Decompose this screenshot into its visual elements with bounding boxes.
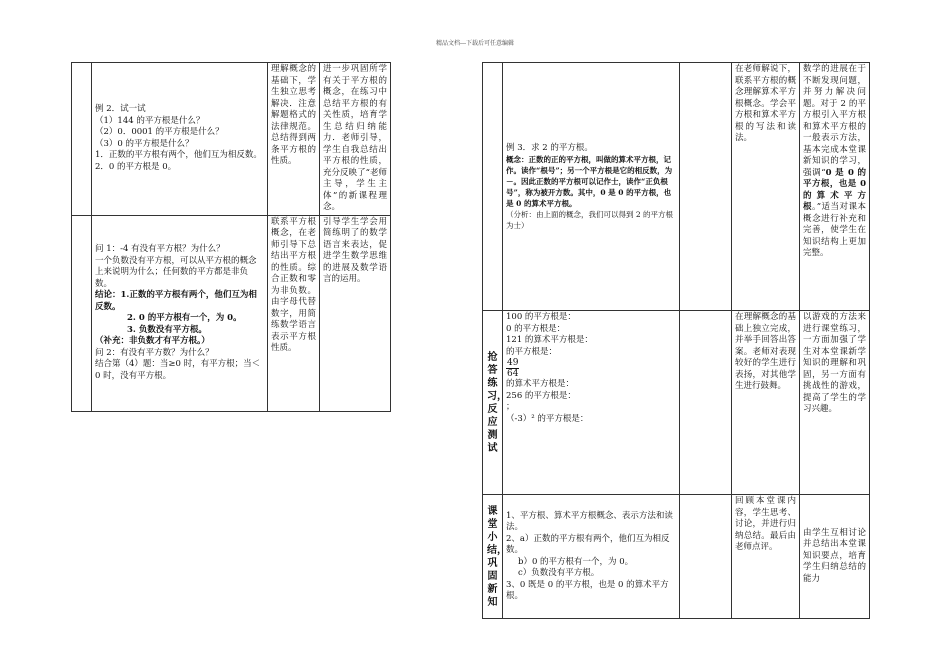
design-purpose-cell: 引导学生学会用简练明了的数学语言来表达，促进学生数学思维的进展及数学语言的运用。 [320, 215, 391, 411]
section-label-summary: 课堂小结，巩固新知 [483, 495, 503, 619]
summary-line: b）0 的平方根有一个，为 0。 [518, 556, 634, 567]
question-cell [92, 215, 268, 411]
quiz-line: 0 的平方根是： [506, 323, 566, 334]
summary-line: 3、0 既是 0 的平方根，也是 0 的算术平方根。 [506, 579, 669, 601]
teacher-activity-cell: 在老师解说下，联系平方根的概念理解算术平方根概念。学会平方根和算术平方根的写法和读法。 [732, 63, 800, 311]
quiz-line: （-3）² 的平方根是： [506, 413, 589, 424]
supplement-note: （补充：非负数才有平方根。） [95, 336, 210, 346]
teacher-activity-cell: 联系平方根概念，在老师引导下总结出平方根的性质。综合正数和零为非负数。由字母代替数字，用简练数学语言表示平方根性质。 [268, 215, 320, 411]
quiz-fraction-line [506, 358, 676, 379]
quiz-line: 的平方根是： [506, 346, 558, 357]
table-row [483, 495, 870, 619]
example-3-title: 例 3．求 2 的平方根。 [506, 142, 593, 153]
purpose-text: 。”适当对课本概念进行补充和完善，使学生在知识结构上更加完整。 [803, 202, 866, 258]
example-line: （3）0 的平方根是什么？ [95, 138, 194, 149]
purpose-emphasis: 0 是 0 的平方根，也是 0 的算术平方根 [803, 167, 866, 212]
page-header: 精品文档---下载后可任意编辑 [435, 40, 515, 47]
section-cell [483, 63, 503, 311]
design-purpose-cell: 以游戏的方法来进行课堂练习，一方面加强了学生对本堂课新学知识的理解和巩固，另一方面有挑战性的游戏，提高了学生的学习兴趣。 [800, 311, 870, 495]
conclusion-1: 结论：1.正数的平方根有两个，他们互为相反数。 [95, 290, 257, 312]
quiz-line: 的算术平方根是： [506, 379, 575, 389]
spacer-cell [680, 495, 732, 619]
quiz-cell [503, 311, 680, 495]
purpose-text: 数学的进展在于不断发现问题，并努力解决问题。对于 2 的平方根引入平方根和算术平方根的一般表示方法，基本完成本堂课新知识的学习，强调“ [803, 64, 866, 178]
example-line: （2）0．0001 的平方根是什么？ [95, 127, 224, 138]
teacher-activity-cell: 回顾本堂课内容，学生思考、讨论，并进行归纳总结。最后由老师点评。 [732, 495, 800, 619]
teacher-activity-cell: 在理解概念的基础上独立完成，并举手回答出答案。老师对表现较好的学生进行表扬，对其他学生进行鼓舞。 [732, 311, 800, 495]
section-label-quiz: 抢答练习，反应测试 [483, 311, 503, 495]
quiz-line: 256 的平方根是： [506, 390, 576, 401]
quiz-line: 100 的平方根是： [506, 312, 576, 322]
section-cell [72, 63, 92, 216]
left-lesson-table [71, 62, 391, 412]
spacer-cell [680, 311, 732, 495]
conclusion-3: 3. 负数没有平方根。 [127, 324, 207, 335]
question-1-answer: 一个负数没有平方根，可以从平方根的概念上来说明为什么；任何数的平方都是非负数。 [95, 255, 257, 289]
analysis-note: （分析：由上面的概念，我们可以得到 2 的平方根为士） [506, 209, 674, 230]
design-purpose-cell: 进一步巩固所学有关于平方根的概念，在练习中总结平方根的有关性质，培育学生总结归纳能力．老师引导，学生自我总结出平方根的性质，充分反映了“老师主导，学生主体”的新课程理念。 [320, 63, 391, 216]
example-3-cell [503, 63, 680, 311]
right-lesson-table [482, 62, 870, 619]
summary-line: 2、a）正数的平方根有两个，他们互为相反数。 [506, 533, 670, 555]
fraction-denominator: 64 [507, 369, 519, 379]
summary-cell [503, 495, 680, 619]
table-row [483, 63, 870, 311]
example-line: （1）144 的平方根是什么？ [95, 115, 205, 126]
example-2-title: 例 2．试一试 [95, 104, 146, 115]
fraction [506, 358, 519, 379]
quiz-line: 121 的算术平方根是： [506, 335, 593, 345]
design-purpose-cell [800, 63, 870, 311]
table-row [483, 311, 870, 495]
quiz-line: ； [506, 402, 515, 412]
table-row [72, 215, 391, 411]
example-line: 2．0 的平方根是 0。 [95, 161, 177, 172]
summary-line: 1、平方根、算术平方根概念、表示方法和读法。 [506, 510, 673, 532]
question-2: 问 2：有没有平方数？为什么？ [95, 347, 214, 358]
teacher-activity-cell: 理解概念的基础下，学生独立思考解决．注意解题格式的法律规范。总结得到两条平方根的性质。 [268, 63, 320, 216]
section-cell [72, 215, 92, 411]
question-1: 问 1：-4 有没有平方根？为什么？ [95, 244, 225, 254]
question-2-answer: 结合第（4）题：当≥0 时，有平方根；当＜0 时，没有平方根。 [95, 359, 261, 381]
fraction-numerator: 49 [507, 358, 519, 368]
spacer-cell [680, 63, 732, 311]
concept-definition: 概念：正数的正的平方根，叫做的算术平方根，记作。读作“根号”；另一个平方根是它的相反数，为－。因此正数的平方根可以记作士，读作“正负根号”，称为被开方数。其中，0 是 0 的平方根，也是 0 的算术平方根。 [506, 154, 673, 208]
design-purpose-cell: 由学生互相讨论并总结出本堂课知识要点，培育学生归纳总结的能力 [800, 495, 870, 619]
example-cell [92, 63, 268, 216]
conclusion-2: 2. 0 的平方根有一个，为 0。 [127, 313, 242, 323]
summary-line: c）负数没有平方根。 [518, 568, 600, 578]
table-row [72, 63, 391, 216]
example-line: 1．正数的平方根有两个，他们互为相反数。 [95, 150, 262, 161]
